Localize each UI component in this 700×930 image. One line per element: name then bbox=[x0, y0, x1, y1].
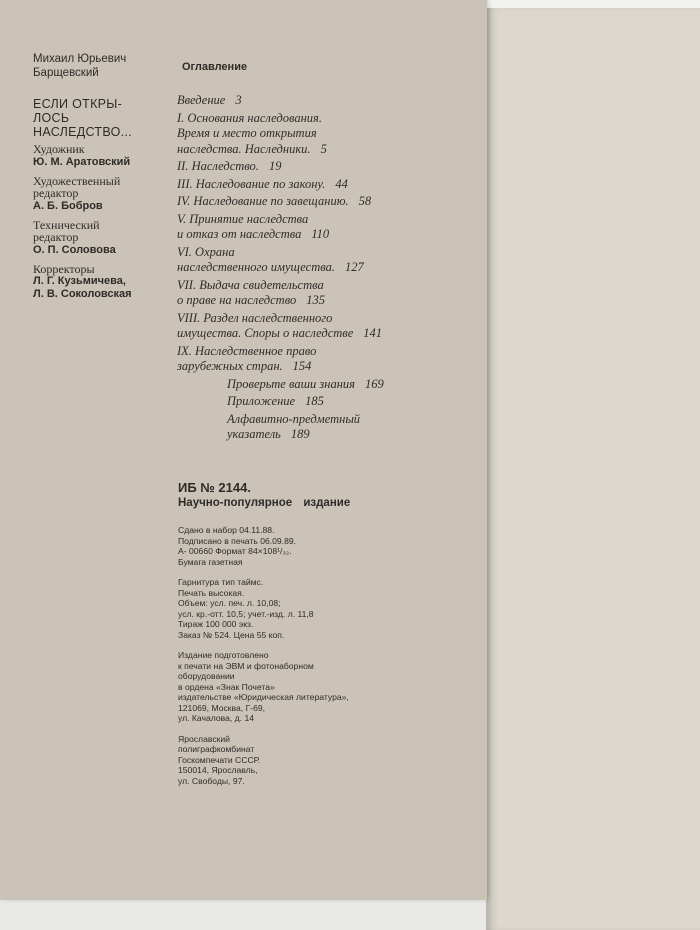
toc-entry-text: указатель bbox=[227, 427, 281, 441]
toc-entry-line: Алфавитно-предметный bbox=[227, 411, 361, 426]
toc-page-number: 44 bbox=[335, 176, 348, 191]
toc-page-number: 127 bbox=[344, 260, 364, 274]
toc-entry bbox=[177, 245, 437, 276]
toc-entry-line: VI. Охрана bbox=[177, 244, 235, 259]
author-name: Михаил Юрьевич Барщевский bbox=[33, 53, 127, 79]
toc-entry bbox=[177, 159, 437, 175]
toc-entry bbox=[177, 278, 437, 309]
toc-entry bbox=[177, 377, 437, 393]
imprint-line: Гарнитура тип таймс. bbox=[178, 577, 264, 587]
imprint-block bbox=[178, 480, 438, 796]
imprint-line: Объем: усл. печ. л. 10,08; bbox=[178, 598, 281, 608]
toc-entry-line bbox=[177, 142, 437, 158]
imprint-line: Бумага газетная bbox=[178, 556, 243, 567]
toc-entry-text: IV. Наследование по завещанию. bbox=[177, 194, 349, 208]
imprint-line: в ордена «Знак Почета» bbox=[178, 681, 275, 692]
toc-entry-line: IX. Наследственное право bbox=[177, 343, 317, 358]
toc-entry-text: Приложение bbox=[227, 394, 296, 408]
toc-page-number: 141 bbox=[363, 326, 382, 340]
imprint-line: оборудовании bbox=[178, 671, 235, 681]
imprint-line: к печати на ЭВМ и фотонаборном bbox=[178, 660, 314, 671]
ib-number: ИБ № 2144. bbox=[178, 480, 251, 495]
imprint-line: 121069, Москва, Г-69, bbox=[178, 702, 266, 713]
toc-page-number: 135 bbox=[306, 293, 325, 307]
imprint-line: усл. кр.-отт. 10,5; учет.-изд. л. 11,8 bbox=[178, 608, 314, 619]
toc-page-number: 110 bbox=[311, 227, 330, 241]
toc-page-number: 154 bbox=[292, 359, 312, 373]
toc-entry-line bbox=[227, 427, 437, 443]
toc-entry-line bbox=[177, 93, 437, 109]
toc-entry-text: и отказ от наследства bbox=[177, 227, 302, 241]
toc-page-number: 185 bbox=[305, 394, 324, 408]
toc-entry bbox=[177, 111, 437, 158]
imprint-line: Сдано в набор 04.11.88. bbox=[178, 525, 275, 535]
right-page bbox=[486, 8, 700, 930]
imprint-printer bbox=[178, 734, 438, 787]
toc-page-number: 189 bbox=[290, 427, 310, 441]
imprint-line: Заказ № 524. Цена 55 коп. bbox=[178, 629, 285, 640]
toc-entry-text: III. Наследование по закону. bbox=[177, 176, 326, 191]
toc-entry-line bbox=[227, 394, 437, 410]
imprint-line: Издание подготовлено bbox=[178, 650, 269, 660]
imprint-line: издательстве «Юридическая литература», bbox=[178, 692, 349, 702]
toc-entry-line bbox=[177, 194, 437, 210]
imprint-line: Ярославский bbox=[178, 733, 230, 744]
toc-entry-line: Время и место открытия bbox=[177, 126, 317, 140]
role-artist: Художник Ю. М. Аратовский bbox=[33, 142, 131, 168]
imprint-line: Подписано в печать 06.09.89. bbox=[178, 535, 297, 546]
toc-entry-text: зарубежных стран. bbox=[177, 359, 283, 373]
toc-entry-text: Проверьте ваши знания bbox=[227, 376, 355, 391]
role-proofreaders: Корректоры Л. Г. Кузьмичева, Л. В. Соколовская bbox=[33, 261, 132, 300]
imprint-line: ул. Свободы, 97. bbox=[178, 775, 245, 786]
role-tech-editor: Технический редактор О. П. Соловова bbox=[33, 217, 116, 256]
toc-entry bbox=[177, 93, 437, 109]
toc-page-number: 19 bbox=[268, 159, 282, 173]
imprint-print-data bbox=[178, 525, 438, 567]
toc-heading: Оглавление bbox=[182, 61, 248, 73]
imprint-line: А- 00660 Формат 84×108¹/₃₂. bbox=[178, 546, 292, 556]
toc-entry bbox=[177, 344, 437, 375]
toc-entry-text: II. Наследство. bbox=[177, 159, 259, 173]
imprint-line: Печать высокая. bbox=[178, 587, 245, 598]
toc-entry-text: наследственного имущества. bbox=[177, 260, 335, 274]
toc-entry bbox=[177, 177, 437, 193]
imprint-typeset-data bbox=[178, 577, 438, 640]
table-of-contents bbox=[177, 93, 437, 445]
toc-page-number: 5 bbox=[320, 141, 327, 156]
toc-entry-line: I. Основания наследования. bbox=[177, 110, 322, 125]
toc-entry-line: VIII. Раздел наследственного bbox=[177, 310, 333, 325]
toc-entry-line bbox=[177, 159, 437, 175]
toc-entry bbox=[177, 194, 437, 210]
role-art-editor: Художественный редактор А. Б. Бобров bbox=[33, 173, 121, 212]
toc-entry-line bbox=[177, 293, 437, 309]
toc-entry-line: V. Принятие наследства bbox=[177, 211, 309, 226]
toc-entry-text: имущества. Споры о наследстве bbox=[177, 326, 354, 340]
toc-entry-text: наследства. Наследники. bbox=[177, 141, 311, 156]
imprint-line: ул. Качалова, д. 14 bbox=[178, 713, 255, 723]
edition-type: Научно-популярное издание bbox=[178, 497, 351, 509]
toc-entry-line: VII. Выдача свидетельства bbox=[177, 277, 324, 292]
toc-entry-text: Введение bbox=[177, 93, 226, 107]
toc-entry-text: о праве на наследство bbox=[177, 293, 297, 307]
credits-column bbox=[33, 52, 183, 307]
toc-entry bbox=[177, 412, 437, 443]
toc-page-number: 3 bbox=[235, 93, 242, 107]
toc-entry bbox=[177, 311, 437, 342]
toc-entry-line bbox=[227, 377, 437, 393]
imprint-line: полиграфкомбинат bbox=[178, 744, 255, 754]
toc-entry bbox=[177, 394, 437, 410]
imprint-line: Тираж 100 000 экз. bbox=[178, 619, 254, 629]
toc-entry-line bbox=[177, 359, 437, 375]
book-title: ЕСЛИ ОТКРЫ- ЛОСЬ НАСЛЕДСТВО... bbox=[33, 97, 132, 139]
toc-entry-line bbox=[177, 326, 437, 342]
toc-entry-line bbox=[177, 260, 437, 276]
imprint-line: Госкомпечати СССР. bbox=[178, 754, 261, 765]
imprint-line: 150014, Ярославль, bbox=[178, 765, 258, 775]
toc-entry-line bbox=[177, 227, 437, 243]
toc-page-number: 58 bbox=[358, 194, 372, 208]
toc-entry-line bbox=[177, 177, 437, 193]
toc-page-number: 169 bbox=[364, 376, 384, 391]
imprint-publisher bbox=[178, 650, 438, 724]
toc-entry bbox=[177, 212, 437, 243]
